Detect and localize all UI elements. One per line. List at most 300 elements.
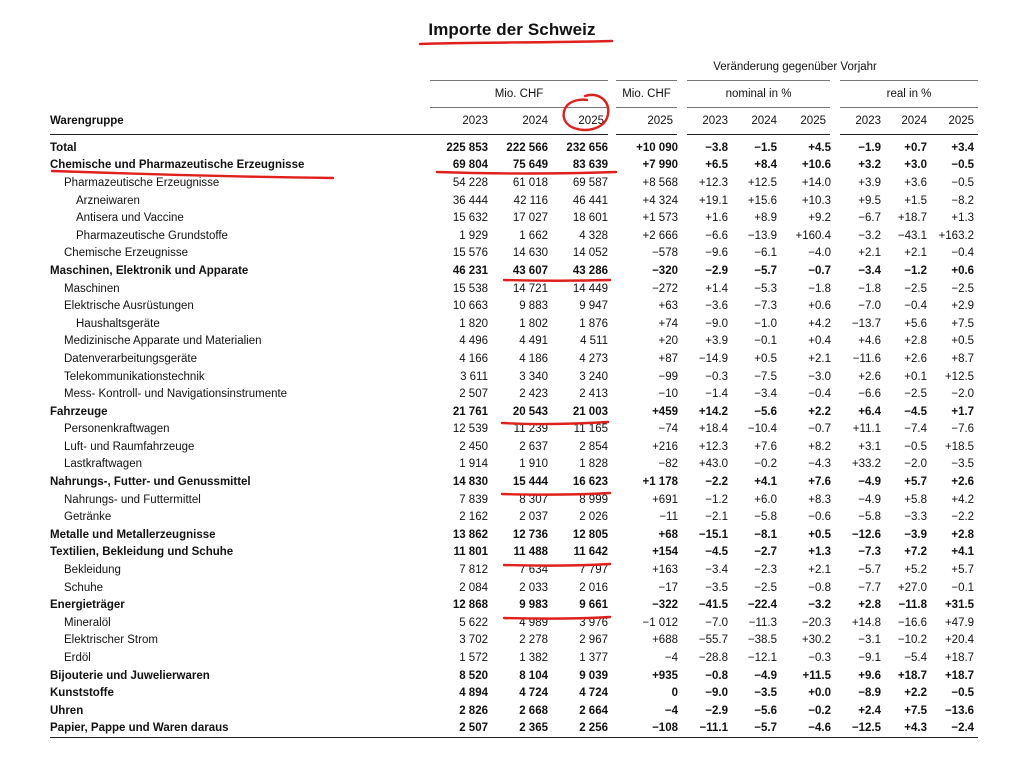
row-label: Total (50, 141, 77, 154)
table-row (50, 614, 978, 632)
year-header: 2025 (781, 108, 835, 135)
row-value: 43 607 (512, 264, 548, 277)
row-value: −12.5 (835, 720, 885, 738)
row-value: 4 496 (459, 335, 488, 348)
row-value: +3.4 (951, 141, 975, 154)
row-label: Personenkraftwagen (64, 423, 170, 436)
row-value: −0.4 (904, 300, 927, 313)
row-value: −1.5 (754, 141, 777, 154)
row-value: −4.6 (781, 720, 835, 738)
row-value: +2.9 (951, 300, 975, 313)
table-row (50, 702, 978, 720)
row-value: 14 052 (572, 247, 608, 260)
row-value: +20.4 (944, 634, 975, 647)
row-value: +4.3 (885, 720, 931, 738)
year-header: 2024 (885, 108, 931, 135)
row-value: +4.5 (808, 141, 831, 154)
row-value: −43.1 (897, 229, 927, 242)
row-value: −5.4 (904, 652, 927, 665)
row-value: −0.5 (951, 176, 975, 189)
table-row (50, 192, 978, 210)
row-value: +10.6 (801, 159, 831, 172)
row-value: 14 830 (452, 476, 488, 489)
row-value: +33.2 (851, 458, 881, 471)
row-value: 9 039 (579, 669, 608, 682)
row-value: 2 256 (552, 720, 612, 738)
row-value: −4.5 (904, 405, 927, 418)
row-value: 1 820 (459, 317, 488, 330)
row-value: 4 511 (580, 335, 608, 348)
row-value: 3 340 (519, 370, 548, 383)
row-value: −3.2 (858, 229, 881, 242)
row-value: −3.1 (858, 634, 881, 647)
row-value: +7.6 (808, 476, 831, 489)
row-value: −320 (652, 264, 678, 277)
row-value: 83 639 (572, 159, 608, 172)
row-value: 18 601 (572, 212, 608, 225)
row-value: 1 876 (579, 317, 608, 330)
row-value: +18.7 (944, 652, 975, 665)
row-value: 2 507 (459, 388, 488, 401)
year-header: 2024 (732, 108, 781, 135)
row-value: +3.1 (858, 440, 881, 453)
row-value: −108 (612, 720, 682, 738)
row-label: Nahrungs- und Futtermittel (64, 493, 201, 506)
row-value: +1.4 (705, 282, 728, 295)
row-value: 1 377 (579, 652, 608, 665)
change-group-header: Veränderung gegenüber Vorjahr (713, 61, 877, 73)
row-value: +4.1 (951, 546, 975, 559)
row-value: +0.4 (808, 335, 831, 348)
row-value: +154 (652, 546, 678, 559)
row-value: 1 828 (579, 458, 608, 471)
row-value: 2 084 (459, 581, 488, 594)
row-value: −9.6 (705, 247, 728, 260)
row-value: 15 538 (452, 282, 488, 295)
row-value: +3.6 (904, 176, 927, 189)
row-value: +8.7 (951, 352, 975, 365)
row-value: −3.5 (754, 687, 777, 700)
table-row (50, 544, 978, 562)
row-value: 8 999 (579, 493, 608, 506)
row-value: −3.0 (808, 370, 831, 383)
row-value: +30.2 (801, 634, 831, 647)
row-value: +18.7 (897, 212, 927, 225)
table-row (50, 262, 978, 280)
row-value: +0.5 (951, 335, 975, 348)
row-value: 15 444 (512, 476, 548, 489)
row-value: 1 802 (519, 317, 548, 330)
row-value: 10 663 (452, 300, 488, 313)
table-row (50, 632, 978, 650)
row-value: +7.5 (904, 704, 927, 717)
row-value: −0.1 (951, 581, 975, 594)
row-value: −6.1 (754, 247, 777, 260)
row-value: −6.6 (858, 388, 881, 401)
row-value: +1.3 (808, 546, 831, 559)
row-value: +2.4 (858, 704, 881, 717)
table-row (50, 135, 978, 157)
row-value: −3.5 (705, 581, 728, 594)
row-value: 8 307 (519, 493, 548, 506)
row-value: 2 423 (519, 388, 548, 401)
year-header: 2023 (430, 108, 492, 135)
row-value: +7.6 (754, 440, 777, 453)
row-value: −1 012 (642, 616, 678, 629)
row-label: Bekleidung (64, 564, 121, 577)
table-row (50, 403, 978, 421)
row-value: +1.6 (705, 212, 728, 225)
row-label: Datenverarbeitungsgeräte (64, 352, 197, 365)
row-value: +2.1 (904, 247, 927, 260)
row-value: −2.2 (951, 511, 975, 524)
row-value: 2 637 (519, 440, 548, 453)
row-value: −6.7 (858, 212, 881, 225)
row-value: 4 989 (519, 616, 548, 629)
row-value: +688 (652, 634, 678, 647)
row-value: +459 (652, 405, 678, 418)
year-header: 2023 (835, 108, 885, 135)
row-value: 3 702 (459, 634, 488, 647)
row-label: Papier, Pappe und Waren daraus (50, 720, 430, 738)
table-row (50, 667, 978, 685)
row-value: +31.5 (944, 599, 975, 612)
row-value: 3 240 (579, 370, 608, 383)
row-value: 16 623 (572, 476, 608, 489)
row-value: 4 328 (579, 229, 608, 242)
row-value: 1 572 (459, 652, 488, 665)
row-value: +2.8 (904, 335, 927, 348)
row-label: Elektrische Ausrüstungen (64, 300, 194, 313)
row-value: −2.7 (754, 546, 777, 559)
row-label: Chemische und Pharmazeutische Erzeugnisse (50, 159, 305, 172)
row-value: −322 (652, 599, 678, 612)
row-value: −0.7 (808, 264, 831, 277)
row-value: −8.9 (858, 687, 881, 700)
row-value: 14 630 (512, 247, 548, 260)
row-value: −9.0 (705, 317, 728, 330)
row-value: −11.1 (682, 720, 732, 738)
row-value: +2.1 (808, 352, 831, 365)
row-value: 2 967 (579, 634, 608, 647)
row-value: −1.4 (705, 388, 728, 401)
row-value: −13.9 (747, 229, 777, 242)
row-value: +2.8 (951, 528, 975, 541)
row-value: +2.6 (858, 370, 881, 383)
row-value: +7.2 (904, 546, 927, 559)
row-value: 4 273 (579, 352, 608, 365)
row-value: +0.7 (904, 141, 927, 154)
row-value: +6.0 (754, 493, 777, 506)
row-value: −0.4 (951, 247, 975, 260)
row-value: +3.9 (858, 176, 881, 189)
row-value: −5.6 (754, 405, 777, 418)
row-value: 11 488 (513, 546, 548, 559)
table-row (50, 438, 978, 456)
row-value: −8.2 (951, 194, 975, 207)
row-value: 12 805 (572, 528, 608, 541)
row-value: −8.1 (754, 528, 777, 541)
row-value: +3.2 (858, 159, 881, 172)
row-value: 2 033 (519, 581, 548, 594)
row-value: −2.2 (705, 476, 728, 489)
row-value: 21 003 (572, 405, 608, 418)
row-value: +15.6 (747, 194, 777, 207)
row-value: +14.0 (801, 176, 831, 189)
row-value: −7.0 (858, 300, 881, 313)
page-title: Importe der Schweiz (428, 20, 596, 39)
table-row (50, 579, 978, 597)
row-value: 1 929 (459, 229, 488, 242)
table-row (50, 297, 978, 315)
row-value: +1.5 (904, 194, 927, 207)
row-value: −5.7 (754, 264, 777, 277)
row-value: −0.1 (754, 335, 777, 348)
row-value: −13.6 (944, 704, 975, 717)
row-value: +9.2 (808, 212, 831, 225)
row-value: −2.5 (754, 581, 777, 594)
row-value: −55.7 (698, 634, 728, 647)
row-value: +4.1 (754, 476, 777, 489)
row-value: 54 228 (452, 176, 488, 189)
row-value: −4.9 (754, 669, 777, 682)
row-value: +2.1 (858, 247, 881, 260)
row-value: −6.6 (705, 229, 728, 242)
row-value: −11 (659, 511, 678, 524)
row-value: −14.9 (698, 352, 728, 365)
row-value: −0.4 (808, 388, 831, 401)
row-value: −5.7 (732, 720, 781, 738)
row-value: +74 (658, 317, 678, 330)
row-value: 15 576 (452, 247, 488, 260)
row-value: −3.8 (705, 141, 728, 154)
row-value: −5.7 (858, 564, 881, 577)
row-value: −1.9 (858, 141, 881, 154)
row-value: +1 178 (642, 476, 678, 489)
row-value: +9.6 (858, 669, 881, 682)
row-value: +43.0 (698, 458, 728, 471)
row-value: 2 413 (579, 388, 608, 401)
row-value: 9 661 (579, 599, 608, 612)
row-value: 2 450 (459, 440, 488, 453)
nominal-header: nominal in % (682, 81, 835, 108)
row-value: −10.4 (747, 423, 777, 436)
row-value: 12 539 (452, 423, 488, 436)
row-value: −11.3 (748, 616, 777, 629)
year-header: 2025 (612, 108, 682, 135)
row-value: 7 797 (579, 564, 608, 577)
row-value: 2 507 (430, 720, 492, 738)
row-label: Maschinen, Elektronik und Apparate (50, 264, 249, 277)
table-row (50, 227, 978, 245)
table-row (50, 526, 978, 544)
row-value: −3.9 (904, 528, 927, 541)
row-value: +0.6 (808, 300, 831, 313)
row-label: Medizinische Apparate und Materialien (64, 335, 262, 348)
year-header: 2023 (682, 108, 732, 135)
row-value: 4 724 (579, 687, 608, 700)
row-value: 36 444 (452, 194, 488, 207)
row-label: Schuhe (64, 581, 104, 594)
row-value: +4.2 (951, 493, 975, 506)
row-value: +19.1 (698, 194, 728, 207)
row-value: −17 (658, 581, 678, 594)
row-value: 11 239 (513, 423, 548, 436)
row-value: 12 868 (452, 599, 488, 612)
row-value: +163.2 (938, 229, 975, 242)
row-value: −0.2 (808, 704, 831, 717)
row-value: −5.8 (754, 511, 777, 524)
table-row (50, 280, 978, 298)
row-value: +27.0 (897, 581, 927, 594)
row-value: −3.4 (858, 264, 881, 277)
row-value: −2.3 (754, 564, 777, 577)
row-value: −1.2 (904, 264, 927, 277)
row-value: +47.9 (944, 616, 975, 629)
table-row (50, 385, 978, 403)
row-value: 11 801 (453, 546, 488, 559)
row-value: −0.3 (808, 652, 831, 665)
row-label: Fahrzeuge (50, 405, 108, 418)
row-value: −2.0 (951, 388, 975, 401)
row-label: Haushaltsgeräte (76, 317, 160, 330)
row-value: −15.1 (698, 528, 728, 541)
row-value: −0.2 (754, 458, 777, 471)
row-value: −13.7 (851, 317, 881, 330)
row-value: +18.7 (944, 669, 975, 682)
row-value: −3.3 (904, 511, 927, 524)
row-value: −4.9 (858, 476, 881, 489)
row-label: Pharmazeutische Erzeugnisse (64, 176, 220, 189)
table-row (50, 368, 978, 386)
row-value: −28.8 (698, 652, 728, 665)
row-value: +4.6 (858, 335, 881, 348)
row-value: −1.2 (705, 493, 728, 506)
row-value: +18.4 (698, 423, 728, 436)
row-value: +8.2 (808, 440, 831, 453)
row-label: Elektrischer Strom (64, 634, 158, 647)
table-row (50, 561, 978, 579)
row-value: −272 (652, 282, 678, 295)
row-value: −99 (658, 370, 678, 383)
row-value: −1.0 (754, 317, 777, 330)
row-label: Pharmazeutische Grundstoffe (76, 229, 228, 242)
mio-chf-header: Mio. CHF (430, 81, 612, 108)
row-value: 14 449 (572, 282, 608, 295)
row-value: +68 (658, 528, 678, 541)
row-value: −4 (664, 652, 678, 665)
row-value: +12.5 (747, 176, 777, 189)
row-value: −12.1 (747, 652, 777, 665)
row-value: +7 990 (642, 159, 678, 172)
row-value: +2.2 (808, 405, 831, 418)
row-value: 7 634 (519, 564, 548, 577)
row-value: 7 812 (459, 564, 488, 577)
row-value: 4 491 (519, 335, 548, 348)
row-value: −0.5 (951, 687, 975, 700)
row-value: −11.6 (852, 352, 881, 365)
row-value: +3.9 (705, 335, 728, 348)
row-value: 222 566 (506, 141, 548, 154)
row-value: 20 543 (512, 405, 548, 418)
row-value: +7.5 (951, 317, 975, 330)
mio-chf-change-header: Mio. CHF (612, 81, 682, 108)
row-value: 2 026 (579, 511, 608, 524)
row-value: +2.1 (808, 564, 831, 577)
row-value: +2.8 (858, 599, 881, 612)
table-row (50, 421, 978, 439)
row-value: 2 826 (459, 704, 488, 717)
row-value: −9.1 (858, 652, 881, 665)
row-value: −10.2 (897, 634, 927, 647)
row-value: −4 (664, 704, 678, 717)
row-value: 225 853 (446, 141, 488, 154)
row-value: −2.0 (904, 458, 927, 471)
row-value: −578 (652, 247, 678, 260)
row-value: −2.9 (705, 264, 728, 277)
year-header: 2024 (492, 108, 552, 135)
row-label: Kunststoffe (50, 687, 114, 700)
row-value: +2 666 (642, 229, 678, 242)
row-value: 69 587 (572, 176, 608, 189)
row-value: 2 365 (492, 720, 552, 738)
row-value: −0.6 (808, 511, 831, 524)
row-value: 8 104 (519, 669, 548, 682)
table-row (50, 174, 978, 192)
row-value: 7 839 (459, 493, 488, 506)
year-header: 2025 (931, 108, 978, 135)
row-value: 3 976 (579, 616, 608, 629)
row-value: +5.7 (904, 476, 927, 489)
row-value: +160.4 (795, 229, 831, 242)
row-value: 17 027 (512, 212, 548, 225)
row-value: −41.5 (698, 599, 728, 612)
table-row (50, 508, 978, 526)
row-value: 5 622 (459, 616, 488, 629)
row-value: −3.5 (951, 458, 975, 471)
row-value: −74 (658, 423, 678, 436)
row-value: +12.5 (944, 370, 975, 383)
row-value: +6.4 (858, 405, 881, 418)
row-value: −5.3 (754, 282, 777, 295)
row-value: −2.5 (904, 388, 927, 401)
row-value: +2.2 (904, 687, 927, 700)
row-value: 69 804 (452, 159, 488, 172)
table-row (50, 157, 978, 175)
row-value: +1 573 (642, 212, 678, 225)
row-value: −4.5 (705, 546, 728, 559)
row-value: +5.8 (904, 493, 927, 506)
row-value: +216 (652, 440, 678, 453)
row-value: −3.6 (705, 300, 728, 313)
row-value: 2 162 (459, 511, 488, 524)
row-value: −16.6 (897, 616, 927, 629)
row-value: 9 883 (519, 300, 548, 313)
table-row (50, 333, 978, 351)
row-value: +87 (658, 352, 678, 365)
row-value: +0.1 (904, 370, 927, 383)
row-value: +5.2 (904, 564, 927, 577)
row-value: 3 611 (460, 370, 488, 383)
row-value: 2 037 (519, 511, 548, 524)
row-value: −2.1 (705, 511, 728, 524)
row-value: +11.1 (852, 423, 881, 436)
row-value: +12.3 (698, 176, 728, 189)
row-value: −7.5 (754, 370, 777, 383)
row-value: +1.7 (951, 405, 975, 418)
title-underline (420, 41, 612, 44)
row-value: +691 (652, 493, 678, 506)
